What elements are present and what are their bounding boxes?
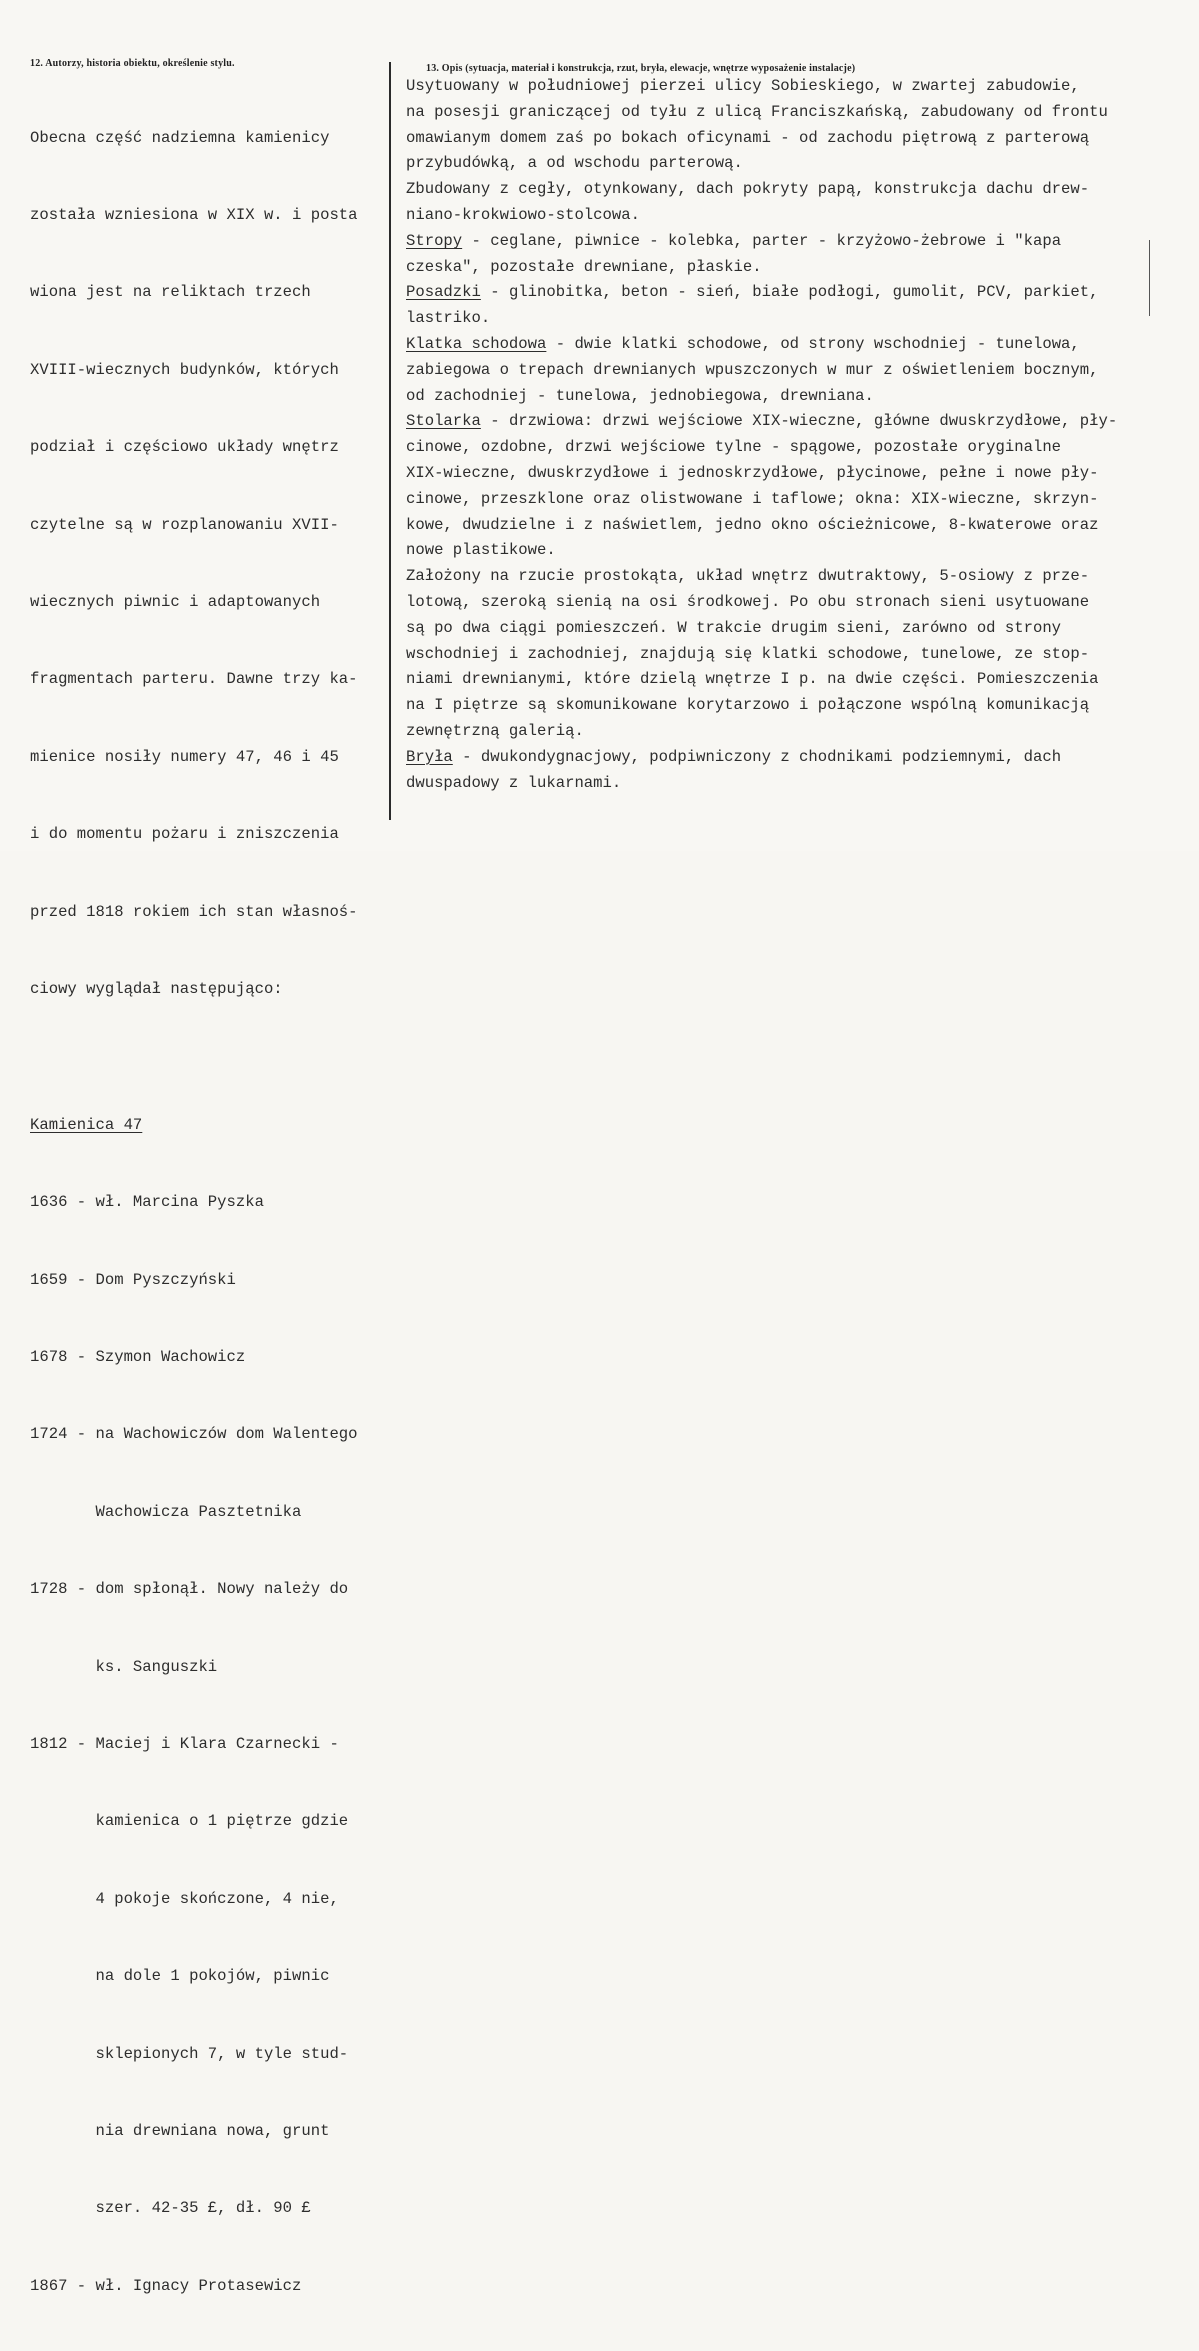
line-text: - dwie klatki schodowe, od strony wschodniej - tunelowa,	[546, 334, 1080, 353]
ownership-entry: 1659 - Dom Pyszczyński	[30, 1270, 236, 1289]
ownership-entry: ks. Sanguszki	[30, 1657, 218, 1676]
line-text: omawianym domem zaś po bokach oficynami - od zachodu piętrową z parterową	[406, 128, 1090, 147]
text-line: podział i częściowo układy wnętrz	[30, 438, 339, 457]
description-line	[406, 435, 1117, 461]
paragraph-term: Stropy	[406, 231, 463, 250]
line-text: od zachodniej - tunelowa, jednobiegowa, drewniana.	[406, 386, 874, 405]
text-line: fragmentach parteru. Dawne trzy ka-	[30, 670, 358, 689]
ownership-entry: nia drewniana nowa, grunt	[30, 2121, 330, 2140]
description-line	[406, 487, 1117, 513]
margin-mark	[1149, 240, 1150, 316]
text-line: ciowy wyglądał następująco:	[30, 979, 283, 998]
description-line	[406, 564, 1117, 590]
section-heading-history: 12. Autorzy, historia obiektu, określenie stylu.	[30, 58, 235, 69]
paragraph-term: Bryła	[406, 747, 453, 766]
line-text: - dwukondygnacjowy, podpiwniczony z chodnikami podziemnymi, dach	[452, 747, 1062, 766]
description-line	[406, 693, 1117, 719]
column-divider	[389, 62, 391, 820]
line-text: lastriko.	[406, 309, 491, 328]
line-text: - glinobitka, beton - sień, białe podłogi, gumolit, PCV, parkiet,	[480, 283, 1099, 302]
text-line: czytelne są w rozplanowaniu XVII-	[30, 515, 339, 534]
ownership-entry: 1724 - na Wachowiczów dom Walentego	[30, 1425, 358, 1444]
ownership-entry: 4 pokoje skończone, 4 nie,	[30, 1889, 339, 1908]
description-line	[406, 74, 1117, 100]
text-line: została wzniesiona w XIX w. i posta	[30, 205, 358, 224]
line-text: - drzwiowa: drzwi wejściowe XIX-wieczne, główne dwuskrzydłowe, pły-	[480, 412, 1118, 431]
description-line	[406, 126, 1117, 152]
paragraph-term: Klatka schodowa	[406, 334, 547, 353]
description-line	[406, 409, 1117, 435]
text-line: wiona jest na reliktach trzech	[30, 283, 311, 302]
text-line: XVIII-wiecznych budynków, których	[30, 360, 339, 379]
line-text: dwuspadowy z lukarnami.	[406, 773, 622, 792]
description-column	[406, 74, 1117, 796]
text-line: Obecna część nadziemna kamienicy	[30, 128, 330, 147]
description-line	[406, 538, 1117, 564]
ownership-entry: 1636 - wł. Marcina Pyszka	[30, 1193, 264, 1212]
description-line	[406, 513, 1117, 539]
line-text: zewnętrzną galerią.	[406, 721, 584, 740]
line-text: wschodniej i zachodniej, znajdują się klatki schodowe, tunelowe, ze stop-	[406, 644, 1090, 663]
line-text: niami drewnianymi, które dzielą wnętrze I p. na dwie części. Pomieszczenia	[406, 670, 1099, 689]
ownership-entry: sklepionych 7, w tyle stud-	[30, 2044, 349, 2063]
line-text: przybudówką, a od wschodu parterową.	[406, 154, 743, 173]
line-text: cinowe, ozdobne, drzwi wejściowe tylne - spągowe, pozostałe oryginalne	[406, 438, 1062, 457]
line-text: cinowe, przeszklone oraz olistwowane i taflowe; okna: XIX-wieczne, skrzyn-	[406, 489, 1099, 508]
line-text: na posesji graniczącej od tyłu z ulicą Franciszkańską, zabudowany od frontu	[406, 102, 1108, 121]
description-line	[406, 642, 1117, 668]
line-text: Zbudowany z cegły, otynkowany, dach pokryty papą, konstrukcja dachu drew-	[406, 180, 1090, 199]
line-text: Założony na rzucie prostokąta, układ wnętrz dwutraktowy, 5-osiowy z prze-	[406, 567, 1090, 586]
ownership-entry: 1867 - wł. Ignacy Protasewicz	[30, 2276, 302, 2295]
text-line: i do momentu pożaru i zniszczenia	[30, 825, 339, 844]
description-line	[406, 461, 1117, 487]
description-line	[406, 384, 1117, 410]
description-line	[406, 100, 1117, 126]
description-line	[406, 177, 1117, 203]
line-text: nowe plastikowe.	[406, 541, 556, 560]
ownership-entry: 1812 - Maciej i Klara Czarnecki -	[30, 1735, 339, 1753]
line-text: XIX-wieczne, dwuskrzydłowe i jednoskrzydłowe, płycinowe, pełne i nowe pły-	[406, 463, 1099, 482]
ownership-entry: kamienica o 1 piętrze gdzie	[30, 1812, 349, 1831]
text-line: mienice nosiły numery 47, 46 i 45	[30, 747, 339, 766]
line-text: są po dwa ciągi pomieszczeń. W trakcie drugim sieni, zarówno od strony	[406, 618, 1062, 637]
description-line	[406, 151, 1117, 177]
line-text: kowe, dwudzielne i z naświetlem, jedno okno ościeżnicowe, 8-kwaterowe oraz	[406, 515, 1099, 534]
ownership-entry: Wachowicza Pasztetnika	[30, 1502, 302, 1521]
description-line	[406, 203, 1117, 229]
description-line	[406, 306, 1117, 332]
description-line	[406, 255, 1117, 281]
description-line	[406, 719, 1117, 745]
text-line: przed 1818 rokiem ich stan własnoś-	[30, 902, 358, 921]
description-line	[406, 590, 1117, 616]
description-line	[406, 616, 1117, 642]
line-text: Usytuowany w południowej pierzei ulicy Sobieskiego, w zwartej zabudowie,	[406, 77, 1080, 95]
section-title: Kamienica 47	[30, 1115, 143, 1134]
ownership-entry: 1678 - Szymon Wachowicz	[30, 1348, 246, 1367]
line-text: czeska", pozostałe drewniane, płaskie.	[406, 257, 762, 276]
description-line	[406, 358, 1117, 384]
description-line	[406, 280, 1117, 306]
description-line	[406, 771, 1117, 797]
section-heading-description: 13. Opis (sytuacja, materiał i konstrukcja, rzut, bryła, elewacje, wnętrze wyposażenie instalacje)	[426, 63, 856, 74]
paragraph-term: Posadzki	[406, 283, 481, 302]
line-text: lotową, szeroką sienią na osi środkowej. Po obu stronach sieni usytuowane	[406, 592, 1090, 611]
description-line	[406, 229, 1117, 255]
text-line: wiecznych piwnic i adaptowanych	[30, 592, 321, 611]
description-line	[406, 332, 1117, 358]
history-column	[30, 74, 358, 2351]
line-text: na I piętrze są skomunikowane korytarzowo i połączone wspólną komunikacją	[406, 696, 1090, 715]
description-line	[406, 745, 1117, 771]
line-text: - ceglane, piwnice - kolebka, parter - krzyżowo-żebrowe i "kapa	[462, 231, 1062, 250]
line-text: zabiegowa o trepach drewnianych wpuszczonych w mur z oświetleniem bocznym,	[406, 360, 1099, 379]
ownership-entry: 1728 - dom spłonął. Nowy należy do	[30, 1580, 349, 1599]
ownership-entry: na dole 1 pokojów, piwnic	[30, 1967, 330, 1986]
line-text: niano-krokwiowo-stolcowa.	[406, 205, 640, 224]
ownership-entry: szer. 42-35 £, dł. 90 £	[30, 2199, 311, 2218]
paragraph-term: Stolarka	[406, 412, 481, 431]
description-line	[406, 667, 1117, 693]
